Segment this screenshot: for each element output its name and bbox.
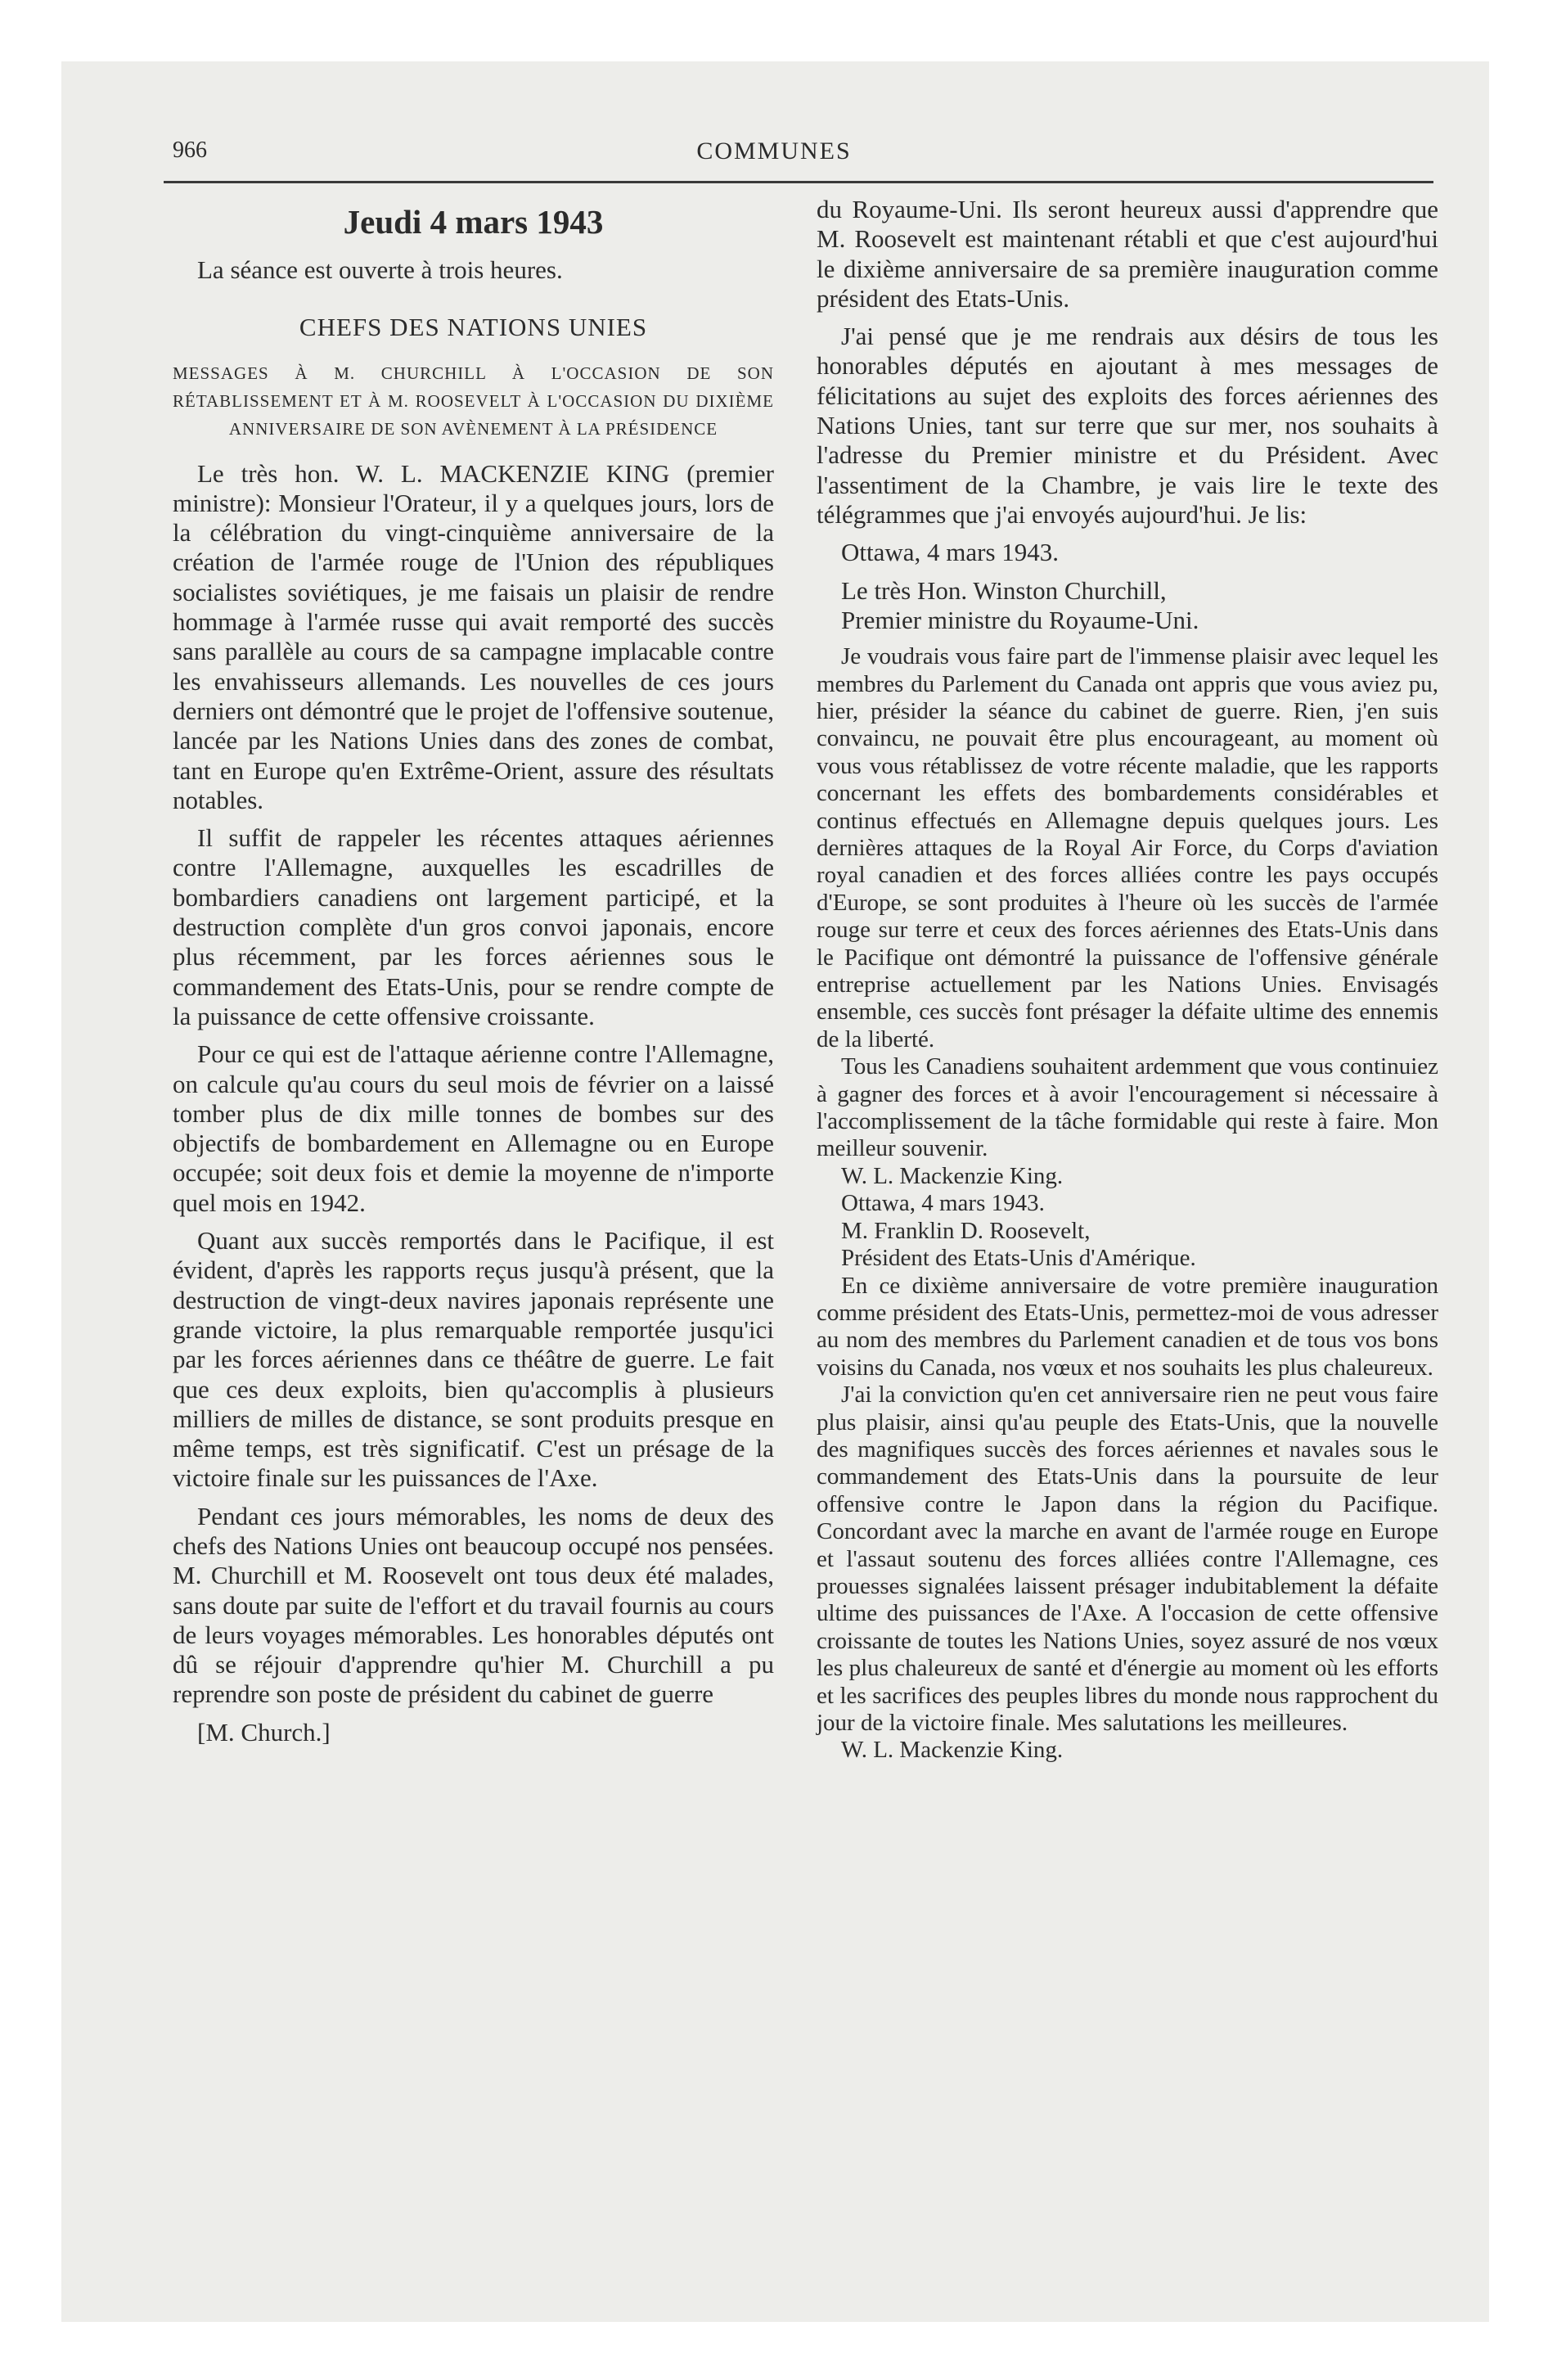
paragraph: Il suffit de rappeler les récentes attaques aériennes contre l'Allemagne, auxquelles les escadrilles de bombardiers canadiens ont largement participé, et la destruction complète d'un gros convoi japonais, encore plus récemment, par les forces aériennes sous le commandement des Etats-Unis, pour se rendre compte de la puissance de cette offensive croissante.: [173, 823, 774, 1030]
telegram-text: Je voudrais vous faire part de l'immense plaisir avec lequel les membres du Parlement du Canada ont appris que vous aviez pu, hier, présider la séance du cabinet de guerre. Rien, j'en suis convaincu, ne pouvait être plus encourageant, au moment où vous vous rétablissez de votre récente maladie, que les rapports concernant les effets des bombardements considérables et continus effectués en Allemagne depuis quelques jours. Les dernières attaques de la Royal Air Force, du Corps d'aviation royal canadien et des forces alliées contre les pays occupés d'Europe, se sont produites à l'heure où les succès de l'armée rouge sur terre et ceux des forces aériennes des Etats-Unis dans le Pacifique ont démontré la puissance de l'offensive générale entreprise actuellement par les Nations Unies. Envisagés ensemble, ces succès font présager la défaite ultime des ennemis de la liberté.: [817, 643, 1438, 1053]
telegram-signature: W. L. Mackenzie King.: [841, 1737, 1064, 1764]
paragraph: Le très hon. W. L. MACKENZIE KING (premier ministre): Monsieur l'Orateur, il y a quelques jours, lors de la célébration du vingt-cinquième anniversaire de la création de l'armée rouge de l'Union des républiques socialistes soviétiques, je me faisais un plaisir de rendre hommage à l'armée russe qui avait remporté des succès sans parallèle au cours de sa campagne implacable contre les envahisseurs allemands. Les nouvelles de ces jours derniers ont démontré que le projet de l'offensive soutenue, lancée par les Nations Unies dans des zones de combat, tant en Europe qu'en Extrême-Orient, assure des résultats notables.: [173, 458, 774, 814]
telegram-addressee-title: Président des Etats-Unis d'Amérique.: [841, 1245, 1196, 1272]
telegram-text: Tous les Canadiens souhaitent ardemment que vous continuiez à gagner des forces et à avoir l'encouragement si nécessaire à l'accomplissement de la tâche formidable qui reste à faire. Mon meilleur souvenir.: [817, 1053, 1438, 1162]
telegram-dateline: Ottawa, 4 mars 1943.: [841, 538, 1060, 567]
paragraph: Pour ce qui est de l'attaque aérienne contre l'Allemagne, on calcule qu'au cours du seul mois de février on a laissé tomber plus de dix mille tonnes de bombes sur des objectifs de bombardement en Allemagne ou en Europe occupée; soit deux fois et demie la moyenne de n'importe quel mois en 1942.: [173, 1039, 774, 1217]
right-column: [817, 195, 1438, 1765]
opening-line: La séance est ouverte à trois heures.: [197, 255, 563, 284]
section-subtitle: MESSAGES À M. CHURCHILL À L'OCCASION DE SON RÉTABLISSEMENT ET À M. ROOSEVELT À L'OCCASION DU DIXIÈME ANNIVERSAIRE DE SON AVÈNEMENT À LA PRÉSIDENCE: [173, 363, 774, 439]
paragraph: J'ai pensé que je me rendrais aux désirs de tous les honorables députés en ajoutant à mes messages de félicitations au sujet des exploits des forces aériennes des Nations Unies, tant sur terre que sur mer, nos souhaits à l'adresse du Premier ministre et du Président. Avec l'assentiment de la Chambre, je vais lire le texte des télégrammes que j'ai envoyés aujourd'hui. Je lis:: [817, 322, 1438, 529]
speaker-tag: [M. Church.]: [197, 1717, 331, 1747]
telegram-signature: W. L. Mackenzie King.: [841, 1162, 1064, 1189]
paragraph: Quant aux succès remportés dans le Pacifique, il est évident, d'après les rapports reçus jusqu'à présent, que la destruction de vingt-deux navires japonais représente une grande victoire, la plus remarquable remportée jusqu'ici par les forces aériennes dans ce théâtre de guerre. Le fait que ces deux exploits, bien qu'accomplis à plusieurs milliers de milles de distance, se sont produits presque en même temps, est très significatif. C'est un présage de la victoire finale sur les puissances de l'Axe.: [173, 1226, 774, 1493]
telegram-dateline: Ottawa, 4 mars 1943.: [841, 1190, 1045, 1217]
section-title: CHEFS DES NATIONS UNIES: [299, 313, 648, 342]
telegram-addressee: M. Franklin D. Roosevelt,: [841, 1217, 1091, 1244]
sitting-date-title: Jeudi 4 mars 1943: [343, 203, 604, 241]
page-number: 966: [173, 137, 207, 163]
telegram-addressee-title: Premier ministre du Royaume-Uni.: [841, 605, 1199, 634]
paragraph: Pendant ces jours mémorables, les noms de deux des chefs des Nations Unies ont beaucoup occupé nos pensées. M. Churchill et M. Roosevelt ont tous deux été malades, sans doute par suite de l'effort et du travail fournis au cours de leurs voyages mémorables. Les honorables députés ont dû se réjouir d'apprendre qu'hier M. Churchill a pu reprendre son poste de président du cabinet de guerre: [173, 1501, 774, 1709]
telegram-text: En ce dixième anniversaire de votre première inauguration comme président des Etats-Unis, permettez-moi de vous adresser au nom des membres du Parlement canadien et de tous vos bons voisins du Canada, nos vœux et nos souhaits les plus chaleureux.: [817, 1272, 1438, 1381]
paragraph: du Royaume-Uni. Ils seront heureux aussi d'apprendre que M. Roosevelt est maintenant rétabli et que c'est aujourd'hui le dixième anniversaire de sa première inauguration comme président des Etats-Unis.: [817, 195, 1438, 313]
telegram-addressee: Le très Hon. Winston Churchill,: [841, 575, 1167, 605]
header-rule: [164, 181, 1433, 183]
left-column: [173, 195, 774, 1747]
running-header-title: COMMUNES: [696, 137, 852, 165]
telegram-text: J'ai la conviction qu'en cet anniversaire rien ne peut vous faire plus plaisir, ainsi qu'au peuple des Etats-Unis, que la nouvelle des magnifiques succès des forces aériennes et navales sous le commandement des Etats-Unis dans la poursuite de leur offensive contre le Japon dans la région du Pacifique. Concordant avec la marche en avant de l'armée rouge en Europe et l'assaut soutenu des forces alliées contre l'Allemagne, ces prouesses signalées laissent présager indubitablement la défaite ultime des puissances de l'Axe. A l'occasion de cette offensive croissante de toutes les Nations Unies, soyez assuré de nos vœux les plus chaleureux de santé et d'énergie au moment où les efforts et les sacrifices des peuples libres du monde nous rapprochent du jour de la victoire finale. Mes salutations les meilleures.: [817, 1382, 1438, 1736]
